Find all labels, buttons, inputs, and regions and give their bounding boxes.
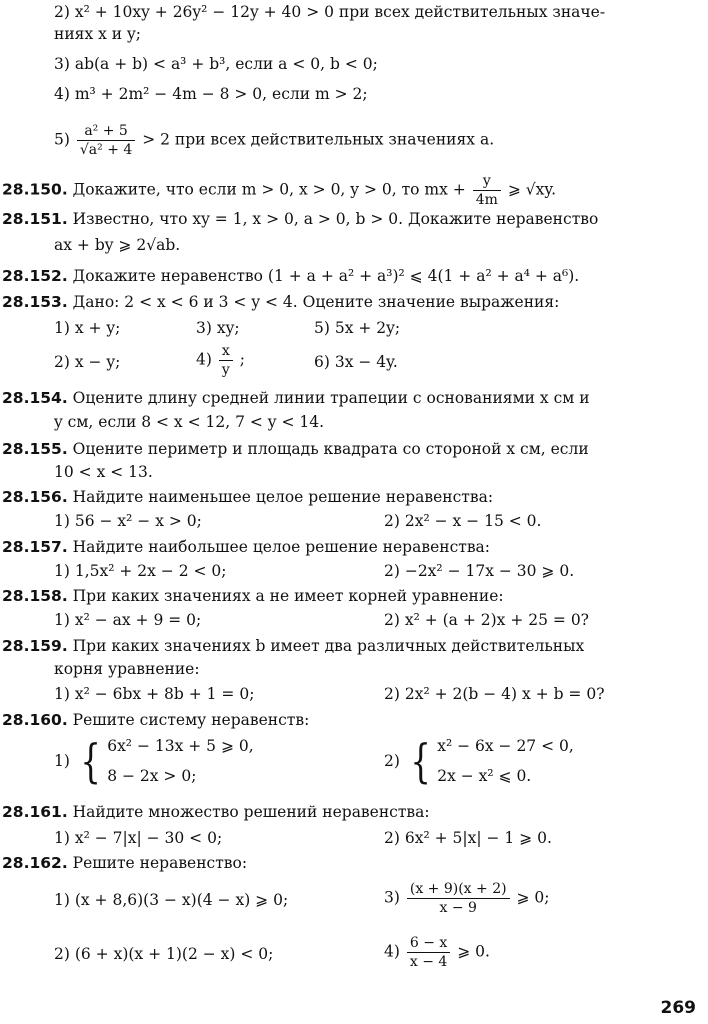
option-4-fraction — [219, 342, 233, 379]
problem-number: 28.156. — [2, 488, 68, 506]
problem-28-151 — [2, 209, 598, 229]
problem-28-150 — [2, 172, 556, 209]
problem-text: Дано: 2 < x < 6 и 3 < y < 4. Оцените значение выражения: — [72, 293, 560, 311]
problem-28-151-cont: ax + by ⩾ 2√ab. — [54, 236, 181, 254]
left-brace: { — [410, 734, 431, 788]
fraction-denominator: x − 4 — [409, 954, 448, 970]
problem-text: Найдите наибольшее целое решение неравенства: — [72, 538, 491, 556]
option-4 — [196, 342, 245, 379]
system-2-label: 2) — [384, 752, 400, 770]
problem-28-158 — [2, 586, 504, 606]
problem-text-rest: ⩾ √xy. — [507, 180, 557, 199]
problem-28-160 — [2, 710, 309, 730]
option-3-rest: ⩾ 0; — [516, 888, 550, 907]
option-3 — [384, 880, 550, 917]
option-5: 5) 5x + 2y; — [314, 319, 401, 337]
problem-150-fraction — [473, 172, 501, 209]
option-6: 6) 3x − 4y. — [314, 353, 398, 371]
problem-text: Оцените длину средней линии трапеции с основаниями x см и — [72, 389, 590, 407]
problem-number: 28.158. — [2, 587, 68, 605]
option-4-rest: ; — [239, 350, 245, 369]
problem-number: 28.151. — [2, 210, 68, 228]
problem-text: Найдите множество решений неравенства: — [72, 803, 430, 821]
problem-28-155-cont: 10 < x < 13. — [54, 463, 153, 481]
problem-number: 28.157. — [2, 538, 68, 556]
problem-number: 28.159. — [2, 637, 68, 655]
problem-number: 28.155. — [2, 440, 68, 458]
problem-text: Найдите наименьшее целое решение неравенства: — [72, 488, 494, 506]
page-number: 269 — [660, 998, 696, 1018]
item-5-fraction — [77, 122, 135, 159]
problem-number: 28.160. — [2, 711, 68, 729]
problem-text: Решите систему неравенств: — [72, 711, 310, 729]
option-3-label: 3) — [384, 888, 400, 907]
item-4-line: 4) m³ + 2m² − 4m − 8 > 0, если m > 2; — [54, 85, 368, 103]
option-3-fraction — [407, 880, 510, 917]
option-1: 1) x² − ax + 9 = 0; — [54, 611, 202, 629]
system-1 — [54, 736, 254, 786]
option-1: 1) (x + 8,6)(3 − x)(4 − x) ⩾ 0; — [54, 891, 289, 909]
option-2: 2) 2x² − x − 15 < 0. — [384, 512, 542, 530]
problem-number: 28.162. — [2, 854, 68, 872]
option-2: 2) (6 + x)(x + 1)(2 − x) < 0; — [54, 945, 274, 963]
problem-text: Известно, что xy = 1, x > 0, a > 0, b > 0. Докажите неравенство — [72, 210, 599, 228]
left-brace: { — [80, 734, 101, 788]
option-4-fraction — [407, 934, 450, 971]
problem-text: При каких значениях b имеет два различных действительных — [72, 637, 585, 655]
option-1: 1) x² − 6bx + 8b + 1 = 0; — [54, 685, 255, 703]
system-row: 6x² − 13x + 5 ⩾ 0, — [107, 737, 254, 755]
problem-28-162 — [2, 853, 247, 873]
problem-number: 28.161. — [2, 803, 68, 821]
option-2: 2) x² + (a + 2)x + 25 = 0? — [384, 611, 589, 629]
option-2: 2) 6x² + 5|x| − 1 ⩾ 0. — [384, 829, 552, 847]
problem-28-161 — [2, 802, 430, 822]
problem-number: 28.150. — [2, 180, 68, 199]
problem-text: При каких значениях a не имеет корней уравнение: — [72, 587, 504, 605]
option-4-rest: ⩾ 0. — [457, 942, 490, 961]
item-5-rest: > 2 при всех действительных значениях a. — [142, 130, 495, 149]
option-1: 1) x² − 7|x| − 30 < 0; — [54, 829, 223, 847]
problem-number: 28.152. — [2, 267, 68, 285]
problem-text: Докажите неравенство (1 + a + a² + a³)² ⩽ 4(1 + a² + a⁴ + a⁶). — [72, 267, 580, 285]
problem-number: 28.153. — [2, 293, 68, 311]
fraction-numerator: 6 − x — [407, 934, 450, 953]
problem-28-156 — [2, 487, 493, 507]
option-2: 2) 2x² + 2(b − 4) x + b = 0? — [384, 685, 605, 703]
item-5-line — [54, 122, 494, 159]
item-3-line: 3) ab(a + b) < a³ + b³, если a < 0, b < 0; — [54, 55, 378, 73]
item-5-numerator: a² + 5 — [77, 122, 135, 141]
option-4 — [384, 934, 490, 971]
item-2-line-cont: ниях x и y; — [54, 25, 142, 43]
item-5-denominator: √a² + 4 — [79, 142, 133, 158]
problem-text: Докажите, что если m > 0, x > 0, y > 0, то mx + — [72, 180, 466, 199]
fraction-numerator: x — [219, 342, 233, 361]
fraction-numerator: y — [473, 172, 501, 191]
item-5-label: 5) — [54, 130, 70, 149]
problem-number: 28.154. — [2, 389, 68, 407]
system-row: x² − 6x − 27 < 0, — [437, 737, 574, 755]
problem-text: Оцените периметр и площадь квадрата со стороной x см, если — [72, 440, 589, 458]
option-1: 1) x + y; — [54, 319, 121, 337]
system-1-label: 1) — [54, 752, 70, 770]
option-4-label: 4) — [196, 350, 212, 369]
problem-28-153 — [2, 292, 559, 312]
option-3: 3) xy; — [196, 319, 240, 337]
fraction-denominator: 4m — [475, 192, 498, 208]
problem-28-159 — [2, 636, 584, 656]
fraction-denominator: y — [221, 362, 230, 378]
system-1-rows — [107, 736, 253, 786]
option-4-label: 4) — [384, 942, 400, 961]
system-row: 8 − 2x > 0; — [107, 767, 197, 785]
option-2: 2) −2x² − 17x − 30 ⩾ 0. — [384, 562, 575, 580]
system-row: 2x − x² ⩽ 0. — [437, 767, 532, 785]
fraction-numerator: (x + 9)(x + 2) — [407, 880, 510, 899]
option-2: 2) x − y; — [54, 353, 121, 371]
problem-28-152 — [2, 266, 579, 286]
system-2-rows — [437, 736, 574, 786]
option-1: 1) 1,5x² + 2x − 2 < 0; — [54, 562, 227, 580]
option-1: 1) 56 − x² − x > 0; — [54, 512, 202, 530]
problem-28-154 — [2, 388, 590, 408]
fraction-denominator: x − 9 — [439, 900, 477, 916]
problem-28-154-cont: y см, если 8 < x < 12, 7 < y < 14. — [54, 413, 325, 431]
problem-28-157 — [2, 537, 490, 557]
item-2-line: 2) x² + 10xy + 26y² − 12y + 40 > 0 при всех действительных значе- — [54, 3, 606, 21]
system-2 — [384, 736, 574, 786]
problem-28-159-cont: корня уравнение: — [54, 660, 200, 678]
problem-text: Решите неравенство: — [72, 854, 248, 872]
problem-28-155 — [2, 439, 589, 459]
